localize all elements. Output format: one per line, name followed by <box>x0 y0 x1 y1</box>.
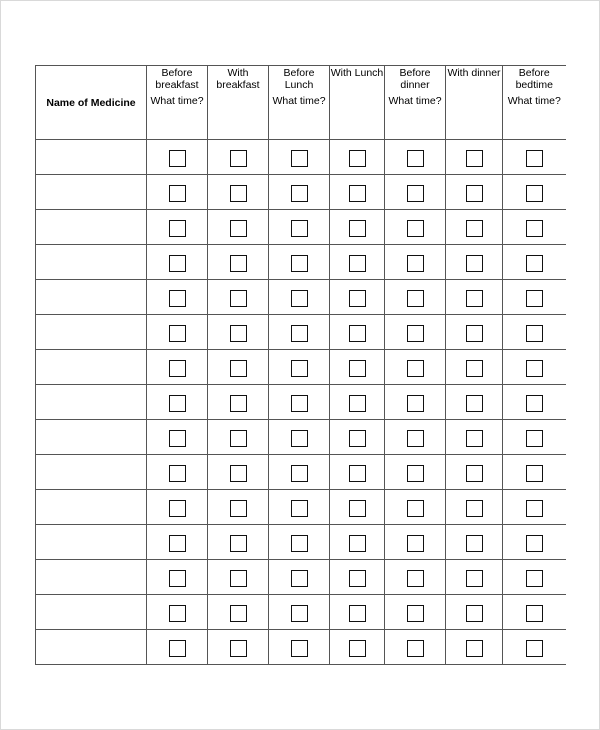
dose-checkbox[interactable] <box>169 255 186 272</box>
dose-checkbox[interactable] <box>169 185 186 202</box>
dose-cell <box>330 525 385 560</box>
dose-cell <box>208 140 269 175</box>
dose-checkbox[interactable] <box>466 255 483 272</box>
dose-cell <box>147 630 208 665</box>
dose-cell <box>503 350 566 385</box>
dose-checkbox[interactable] <box>526 640 543 657</box>
dose-checkbox[interactable] <box>291 290 308 307</box>
dose-cell <box>147 455 208 490</box>
medicine-name-cell[interactable] <box>36 560 147 595</box>
dose-checkbox[interactable] <box>526 430 543 447</box>
dose-cell <box>503 455 566 490</box>
dose-cell <box>330 210 385 245</box>
column-header-before-dinner <box>385 66 446 140</box>
dose-checkbox[interactable] <box>230 150 247 167</box>
dose-cell <box>503 420 566 455</box>
dose-cell <box>385 560 446 595</box>
column-header-with-lunch <box>330 66 385 140</box>
dose-cell <box>385 315 446 350</box>
dose-cell <box>330 420 385 455</box>
dose-cell <box>208 525 269 560</box>
dose-checkbox[interactable] <box>526 150 543 167</box>
dose-cell <box>147 420 208 455</box>
dose-checkbox[interactable] <box>291 185 308 202</box>
medicine-row <box>36 210 566 245</box>
dose-cell <box>385 455 446 490</box>
dose-cell <box>385 490 446 525</box>
dose-cell <box>330 175 385 210</box>
medicine-row <box>36 455 566 490</box>
dose-cell <box>269 595 330 630</box>
medicine-row <box>36 630 566 665</box>
dose-checkbox[interactable] <box>291 500 308 517</box>
medicine-name-cell[interactable] <box>36 490 147 525</box>
dose-cell <box>385 245 446 280</box>
dose-cell <box>147 245 208 280</box>
dose-checkbox[interactable] <box>230 605 247 622</box>
dose-cell <box>147 280 208 315</box>
dose-checkbox[interactable] <box>466 570 483 587</box>
dose-checkbox[interactable] <box>291 640 308 657</box>
dose-cell <box>269 455 330 490</box>
dose-cell <box>446 385 503 420</box>
column-header-with-dinner <box>446 66 503 140</box>
column-header-before-lunch <box>269 66 330 140</box>
dose-cell <box>330 280 385 315</box>
column-label: With dinner <box>447 67 501 79</box>
dose-checkbox[interactable] <box>230 290 247 307</box>
dose-cell <box>330 490 385 525</box>
dose-checkbox[interactable] <box>407 640 424 657</box>
dose-checkbox[interactable] <box>466 150 483 167</box>
dose-cell <box>208 560 269 595</box>
dose-cell <box>208 280 269 315</box>
dose-checkbox[interactable] <box>230 395 247 412</box>
dose-checkbox[interactable] <box>291 465 308 482</box>
dose-checkbox[interactable] <box>526 220 543 237</box>
column-label: Before bedtime <box>515 67 553 91</box>
dose-cell <box>269 175 330 210</box>
dose-cell <box>147 525 208 560</box>
medication-chart <box>35 65 566 665</box>
dose-checkbox[interactable] <box>291 570 308 587</box>
medicine-name-cell[interactable] <box>36 210 147 245</box>
dose-cell <box>385 595 446 630</box>
dose-checkbox[interactable] <box>230 255 247 272</box>
dose-checkbox[interactable] <box>169 605 186 622</box>
dose-cell <box>208 315 269 350</box>
medicine-name-cell[interactable] <box>36 175 147 210</box>
dose-cell <box>503 245 566 280</box>
dose-checkbox[interactable] <box>466 500 483 517</box>
dose-cell <box>208 490 269 525</box>
dose-cell <box>385 280 446 315</box>
dose-checkbox[interactable] <box>466 290 483 307</box>
dose-checkbox[interactable] <box>407 570 424 587</box>
dose-cell <box>446 560 503 595</box>
dose-cell <box>503 595 566 630</box>
dose-cell <box>446 490 503 525</box>
dose-checkbox[interactable] <box>466 430 483 447</box>
dose-checkbox[interactable] <box>291 605 308 622</box>
dose-checkbox[interactable] <box>349 430 366 447</box>
dose-cell <box>446 175 503 210</box>
dose-checkbox[interactable] <box>407 360 424 377</box>
dose-checkbox[interactable] <box>349 325 366 342</box>
medicine-name-cell[interactable] <box>36 455 147 490</box>
medicine-name-cell[interactable] <box>36 140 147 175</box>
dose-cell <box>208 595 269 630</box>
dose-cell <box>385 175 446 210</box>
medicine-row <box>36 420 566 455</box>
dose-checkbox[interactable] <box>169 570 186 587</box>
dose-checkbox[interactable] <box>230 430 247 447</box>
dose-cell <box>446 210 503 245</box>
column-header-before-bedtime <box>503 66 566 140</box>
dose-checkbox[interactable] <box>291 255 308 272</box>
dose-checkbox[interactable] <box>466 325 483 342</box>
dose-cell <box>269 420 330 455</box>
dose-cell <box>503 175 566 210</box>
dose-checkbox[interactable] <box>230 220 247 237</box>
dose-checkbox[interactable] <box>349 640 366 657</box>
dose-checkbox[interactable] <box>466 360 483 377</box>
dose-checkbox[interactable] <box>407 220 424 237</box>
dose-checkbox[interactable] <box>169 220 186 237</box>
dose-checkbox[interactable] <box>407 465 424 482</box>
dose-checkbox[interactable] <box>230 570 247 587</box>
dose-checkbox[interactable] <box>169 150 186 167</box>
dose-checkbox[interactable] <box>230 325 247 342</box>
dose-checkbox[interactable] <box>230 535 247 552</box>
dose-cell <box>330 245 385 280</box>
dose-cell <box>385 350 446 385</box>
dose-checkbox[interactable] <box>407 150 424 167</box>
dose-cell <box>147 315 208 350</box>
dose-cell <box>147 595 208 630</box>
dose-cell <box>269 280 330 315</box>
dose-checkbox[interactable] <box>526 360 543 377</box>
medicine-row <box>36 245 566 280</box>
medicine-name-cell[interactable] <box>36 595 147 630</box>
medicine-row <box>36 595 566 630</box>
dose-checkbox[interactable] <box>349 150 366 167</box>
dose-checkbox[interactable] <box>407 185 424 202</box>
dose-cell <box>446 280 503 315</box>
dose-cell <box>446 140 503 175</box>
dose-cell <box>446 455 503 490</box>
dose-checkbox[interactable] <box>349 500 366 517</box>
dose-cell <box>330 140 385 175</box>
dose-checkbox[interactable] <box>349 395 366 412</box>
medicine-name-cell[interactable] <box>36 630 147 665</box>
column-label: Before dinner <box>399 67 431 91</box>
dose-checkbox[interactable] <box>526 535 543 552</box>
column-header-before-breakfast <box>147 66 208 140</box>
dose-checkbox[interactable] <box>526 290 543 307</box>
dose-checkbox[interactable] <box>349 360 366 377</box>
dose-checkbox[interactable] <box>230 185 247 202</box>
dose-cell <box>446 630 503 665</box>
dose-checkbox[interactable] <box>407 605 424 622</box>
dose-cell <box>269 385 330 420</box>
dose-cell <box>385 385 446 420</box>
dose-cell <box>446 245 503 280</box>
dose-checkbox[interactable] <box>169 430 186 447</box>
dose-cell <box>147 350 208 385</box>
dose-cell <box>330 350 385 385</box>
dose-cell <box>269 350 330 385</box>
dose-cell <box>208 455 269 490</box>
dose-checkbox[interactable] <box>526 570 543 587</box>
dose-checkbox[interactable] <box>169 395 186 412</box>
dose-cell <box>330 385 385 420</box>
medicine-row <box>36 385 566 420</box>
dose-cell <box>208 630 269 665</box>
medicine-name-cell[interactable] <box>36 420 147 455</box>
dose-cell <box>446 315 503 350</box>
dose-checkbox[interactable] <box>169 500 186 517</box>
dose-cell <box>147 385 208 420</box>
medicine-row <box>36 140 566 175</box>
dose-cell <box>446 350 503 385</box>
medicine-name-cell[interactable] <box>36 350 147 385</box>
dose-checkbox[interactable] <box>291 395 308 412</box>
dose-checkbox[interactable] <box>526 185 543 202</box>
dose-cell <box>503 560 566 595</box>
dose-cell <box>147 175 208 210</box>
dose-cell <box>208 420 269 455</box>
dose-checkbox[interactable] <box>466 185 483 202</box>
dose-checkbox[interactable] <box>349 570 366 587</box>
dose-checkbox[interactable] <box>169 465 186 482</box>
dose-checkbox[interactable] <box>526 465 543 482</box>
dose-checkbox[interactable] <box>407 430 424 447</box>
column-label: With Lunch <box>330 67 384 79</box>
dose-cell <box>330 455 385 490</box>
dose-cell <box>503 385 566 420</box>
dose-cell <box>269 140 330 175</box>
dose-cell <box>147 140 208 175</box>
dose-cell <box>269 210 330 245</box>
dose-cell <box>147 210 208 245</box>
dose-cell <box>385 140 446 175</box>
dose-checkbox[interactable] <box>349 605 366 622</box>
dose-cell <box>269 315 330 350</box>
column-sublabel: What time? <box>272 95 326 107</box>
medicine-row <box>36 315 566 350</box>
dose-cell <box>446 420 503 455</box>
medication-rows <box>36 140 566 665</box>
dose-cell <box>269 490 330 525</box>
dose-cell <box>503 315 566 350</box>
dose-checkbox[interactable] <box>349 465 366 482</box>
dose-cell <box>147 560 208 595</box>
dose-cell <box>385 630 446 665</box>
dose-cell <box>269 245 330 280</box>
medicine-name-cell[interactable] <box>36 385 147 420</box>
medicine-row <box>36 280 566 315</box>
column-sublabel: What time? <box>507 95 561 107</box>
dose-checkbox[interactable] <box>407 395 424 412</box>
dose-checkbox[interactable] <box>291 150 308 167</box>
dose-checkbox[interactable] <box>349 535 366 552</box>
dose-checkbox[interactable] <box>291 220 308 237</box>
dose-cell <box>503 280 566 315</box>
dose-checkbox[interactable] <box>466 220 483 237</box>
dose-checkbox[interactable] <box>349 185 366 202</box>
dose-checkbox[interactable] <box>466 640 483 657</box>
medication-table <box>35 65 566 665</box>
medicine-row <box>36 350 566 385</box>
dose-cell <box>503 525 566 560</box>
column-header-with-breakfast <box>208 66 269 140</box>
dose-checkbox[interactable] <box>169 360 186 377</box>
dose-checkbox[interactable] <box>407 325 424 342</box>
dose-checkbox[interactable] <box>169 290 186 307</box>
medicine-name-cell[interactable] <box>36 280 147 315</box>
dose-checkbox[interactable] <box>466 535 483 552</box>
dose-cell <box>147 490 208 525</box>
column-label: With breakfast <box>216 67 260 91</box>
dose-checkbox[interactable] <box>349 290 366 307</box>
dose-checkbox[interactable] <box>526 325 543 342</box>
dose-cell <box>330 560 385 595</box>
dose-checkbox[interactable] <box>291 535 308 552</box>
dose-checkbox[interactable] <box>466 465 483 482</box>
dose-cell <box>446 525 503 560</box>
dose-cell <box>330 315 385 350</box>
dose-cell <box>330 595 385 630</box>
dose-checkbox[interactable] <box>230 360 247 377</box>
dose-cell <box>208 385 269 420</box>
medicine-row <box>36 175 566 210</box>
dose-checkbox[interactable] <box>230 640 247 657</box>
header-row <box>36 66 566 140</box>
dose-checkbox[interactable] <box>407 535 424 552</box>
dose-cell <box>503 140 566 175</box>
dose-checkbox[interactable] <box>349 220 366 237</box>
dose-checkbox[interactable] <box>169 535 186 552</box>
dose-cell <box>208 210 269 245</box>
dose-checkbox[interactable] <box>526 500 543 517</box>
dose-cell <box>208 350 269 385</box>
dose-checkbox[interactable] <box>526 395 543 412</box>
dose-cell <box>503 490 566 525</box>
column-label: Before Lunch <box>283 67 315 91</box>
dose-checkbox[interactable] <box>349 255 366 272</box>
column-sublabel: What time? <box>150 95 204 107</box>
column-label: Before breakfast <box>155 67 199 91</box>
medicine-name-cell[interactable] <box>36 315 147 350</box>
dose-checkbox[interactable] <box>526 605 543 622</box>
dose-checkbox[interactable] <box>291 430 308 447</box>
dose-cell <box>446 595 503 630</box>
dose-cell <box>503 630 566 665</box>
medicine-row <box>36 560 566 595</box>
name-of-medicine-header: Name of Medicine <box>36 66 147 140</box>
medicine-name-cell[interactable] <box>36 525 147 560</box>
dose-cell <box>269 560 330 595</box>
column-sublabel: What time? <box>388 95 442 107</box>
dose-cell <box>208 175 269 210</box>
dose-cell <box>208 245 269 280</box>
dose-checkbox[interactable] <box>407 290 424 307</box>
dose-checkbox[interactable] <box>230 500 247 517</box>
dose-checkbox[interactable] <box>466 605 483 622</box>
dose-checkbox[interactable] <box>169 325 186 342</box>
dose-cell <box>330 630 385 665</box>
dose-checkbox[interactable] <box>169 640 186 657</box>
dose-cell <box>385 420 446 455</box>
dose-checkbox[interactable] <box>291 325 308 342</box>
dose-checkbox[interactable] <box>407 500 424 517</box>
medicine-row <box>36 490 566 525</box>
dose-cell <box>503 210 566 245</box>
dose-cell <box>385 210 446 245</box>
dose-cell <box>269 525 330 560</box>
dose-cell <box>269 630 330 665</box>
dose-checkbox[interactable] <box>230 465 247 482</box>
dose-cell <box>385 525 446 560</box>
medicine-name-cell[interactable] <box>36 245 147 280</box>
medicine-row <box>36 525 566 560</box>
dose-checkbox[interactable] <box>526 255 543 272</box>
dose-checkbox[interactable] <box>407 255 424 272</box>
dose-checkbox[interactable] <box>291 360 308 377</box>
dose-checkbox[interactable] <box>466 395 483 412</box>
